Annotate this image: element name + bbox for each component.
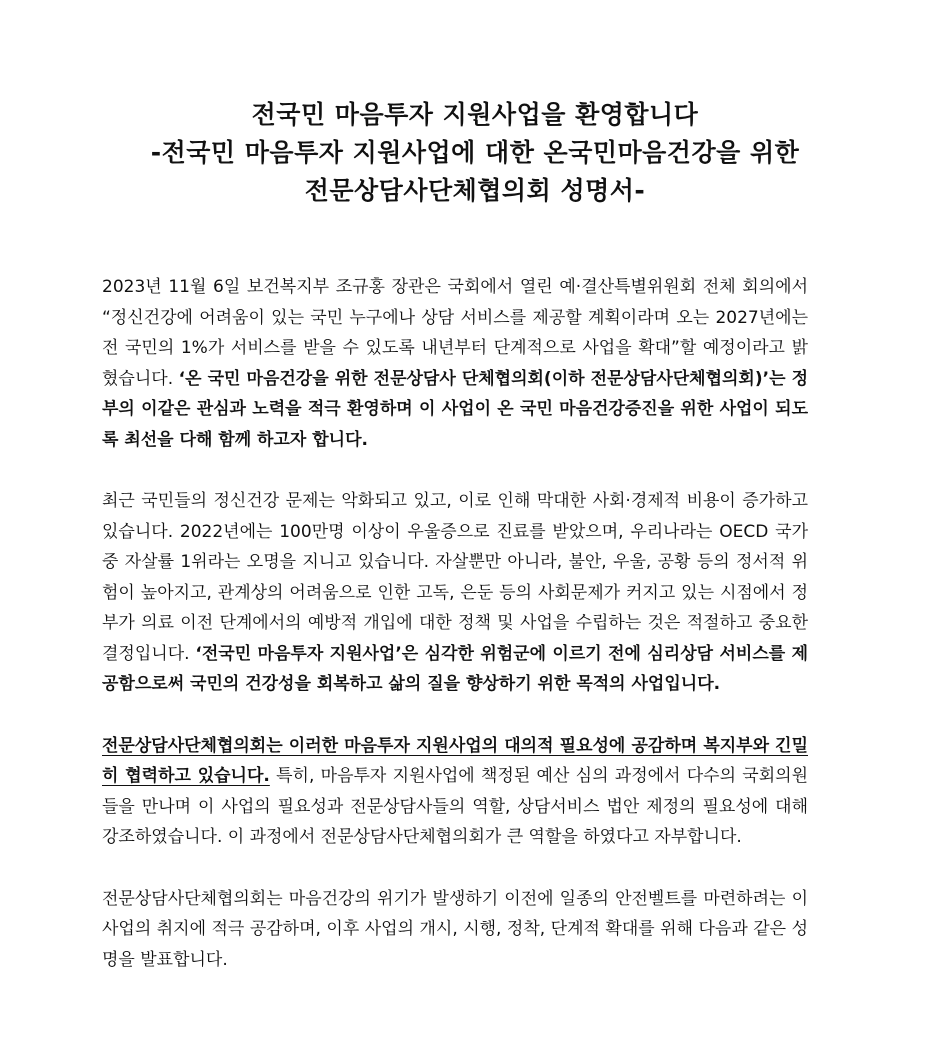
paragraph-1 [102,272,808,455]
paragraph-2 [102,486,808,700]
document-subtitle-line-2: 전문상담사단체협의회 성명서- [304,176,646,205]
paragraph-3 [102,731,808,853]
paragraph-2-text: 최근 국민들의 정신건강 문제는 악화되고 있고, 이로 인해 막대한 사회·경제적 비용이 증가하고 있습니다. 2022년에는 100만명 이상이 우울증으로 진료를 받았으며, 우리나라는 OECD 국가 중 자살률 1위라는 오명을 지니고 있습니다. 자살뿐만 아니라, 불안, 우울, 공황 등의 정서적 위험이 높아지고, 관계상의 어려움으로 인한 고독, 은둔 등의 사회문제가 커지고 있는 시점에서 정부가 의료 이전 단계에서의 예방적 개입에 대한 정책 및 사업을 수립하는 것은 적절하고 중요한 결정입니다. [102,491,808,664]
document-subtitle-line-1: -전국민 마음투자 지원사업에 대한 온국민마음건강을 위한 [150,138,800,167]
paragraph-3-text: 특히, 마음투자 지원사업에 책정된 예산 심의 과정에서 다수의 국회의원들을 만나며 이 사업의 필요성과 전문상담사들의 역할, 상담서비스 법안 제정의 필요성에 대해 강조하였습니다. 이 과정에서 전문상담사단체협의회가 큰 역할을 하였다고 자부합니다. [102,766,808,847]
document-title: 전국민 마음투자 지원사업을 환영합니다 [251,100,699,129]
paragraph-3-bold-underlined-text: 전문상담사단체협의회는 이러한 마음투자 지원사업의 대의적 필요성에 공감하며 복지부와 긴밀히 협력하고 있습니다. [102,735,808,786]
paragraph-4 [102,884,808,976]
paragraph-4-text: 전문상담사단체협의회는 마음건강의 위기가 발생하기 이전에 일종의 안전벨트를 마련하려는 이 사업의 취지에 적극 공감하며, 이후 사업의 개시, 시행, 정착, 단계적 확대를 위해 다음과 같은 성명을 발표합니다. [102,888,808,970]
paragraph-1-text: 2023년 11월 6일 보건복지부 조규홍 장관은 국회에서 열린 예·결산특별위원회 전체 회의에서 “정신건강에 어려움이 있는 국민 누구에나 상담 서비스를 제공할 계획이라며 오는 2027년에는 전 국민의 1%가 서비스를 받을 수 있도록 내년부터 단계적으로 사업을 확대”할 예정이라고 밝혔습니다. [102,277,808,389]
paragraph-1-bold-text: ‘온 국민 마음건강을 위한 전문상담사 단체협의회(이하 전문상담사단체협의회)’는 정부의 이같은 관심과 노력을 적극 환영하며 이 사업이 온 국민 마음건강증진을 위한 사업이 되도록 최선을 다해 함께 하고자 합니다. [102,368,808,450]
document-body [102,272,808,1007]
title-block [0,96,950,210]
paragraph-2-bold-text: ‘전국민 마음투자 지원사업’은 심각한 위험군에 이르기 전에 심리상담 서비스를 제공함으로써 국민의 건강성을 회복하고 삶의 질을 향상하기 위한 목적의 사업입니다. [102,643,809,694]
